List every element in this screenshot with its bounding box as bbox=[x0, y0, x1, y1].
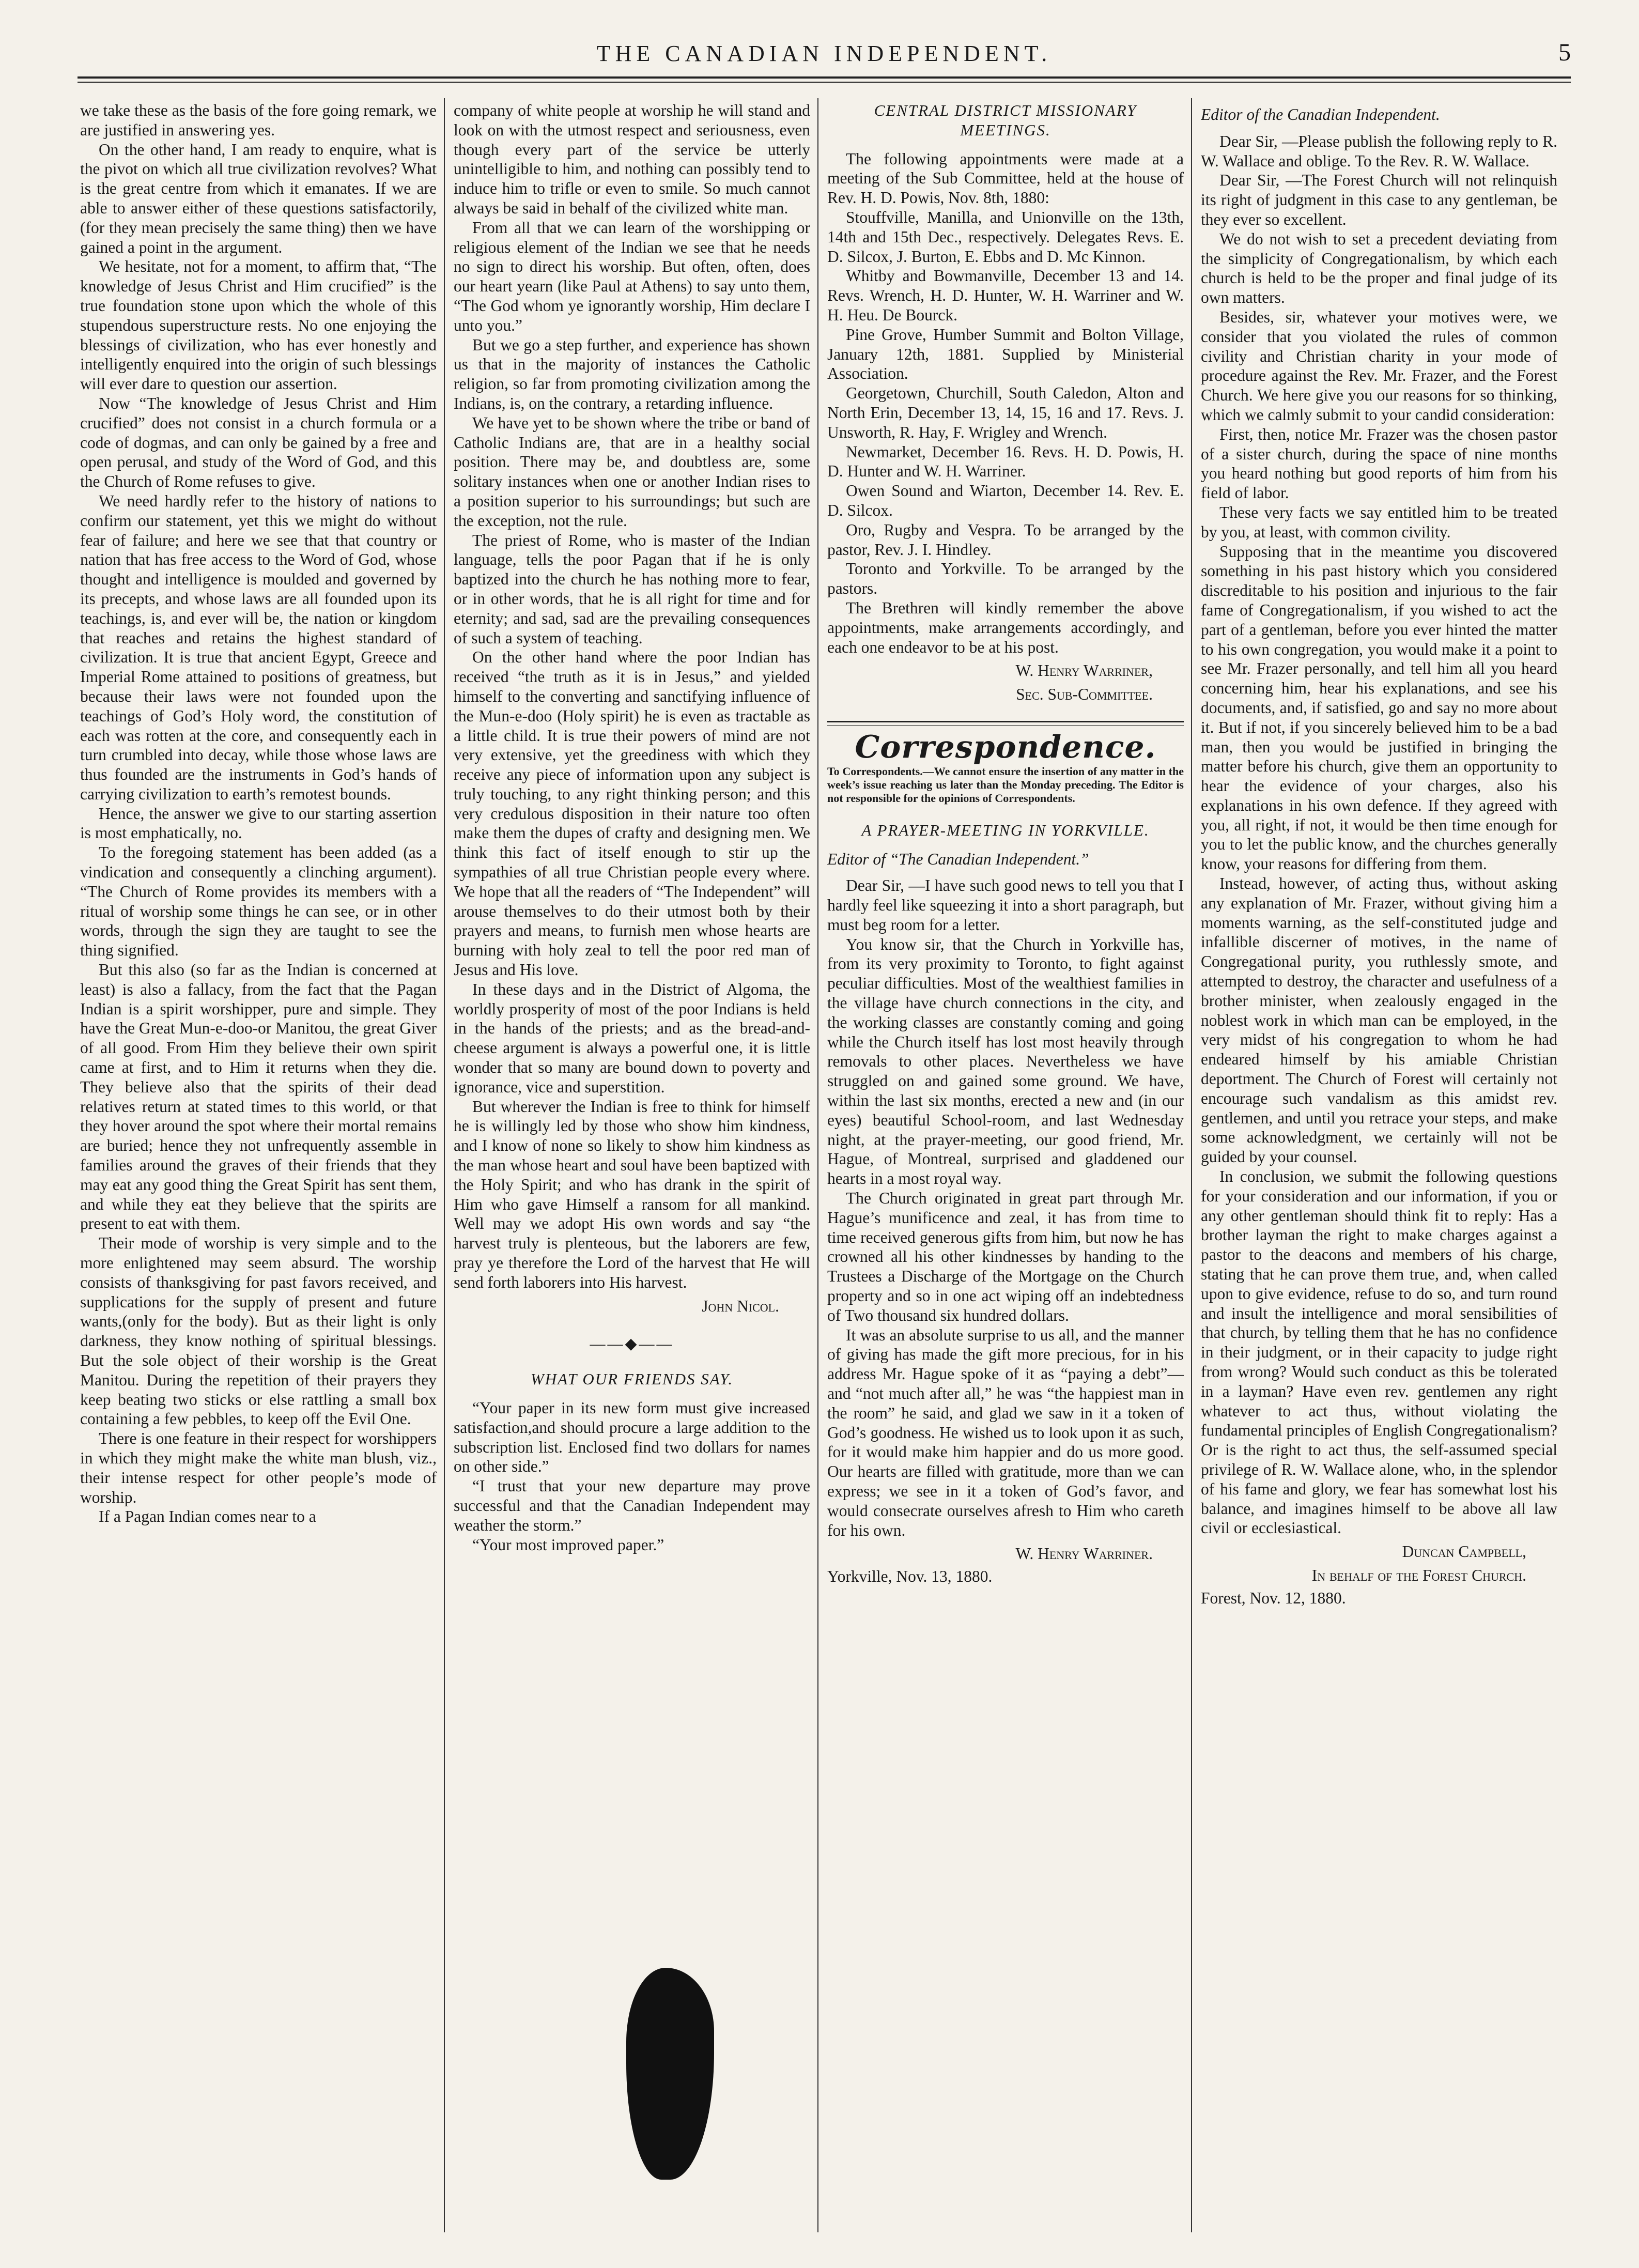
masthead: THE CANADIAN INDEPENDENT. bbox=[596, 41, 1052, 66]
editor-salutation: Editor of the Canadian Independent. bbox=[1201, 105, 1440, 124]
notice-paragraph: Pine Grove, Humber Summit and Bolton Village, January 12th, 1881. Supplied by Ministerial Association. bbox=[827, 325, 1184, 383]
column-divider bbox=[1191, 98, 1192, 2232]
page-number: 5 bbox=[1558, 39, 1571, 66]
notice-paragraph: Owen Sound and Wiarton, December 14. Rev. E. D. Silcox. bbox=[827, 482, 1184, 519]
letter-paragraph: Dear Sir, —I have such good news to tell you that I hardly feel like squeezing it into a short paragraph, but must beg room for a letter. bbox=[827, 876, 1184, 934]
letter-paragraph: It was an absolute surprise to us all, and the manner of giving has made the gift more precious, for in his address Mr. Hague spoke of it as “paying a debt”—and “not much after all,” he was “the happiest man in the room” he said, and glad we saw in it a token of God’s goodness. He wished us to look upon it as such, for it would make him happier and do us more good. Our hearts are filled with gratitude, more than we can express; we see in it a token of God’s favor, and would consecrate ourselves afresh to Him who careth for his own. bbox=[827, 1325, 1184, 1539]
article-paragraph: We have yet to be shown where the tribe or band of Catholic Indians are, that are in a healthy social position. There may be, and doubtless are, some solitary instances when one or another Indian rises to a position superior to his surroundings; but such are the exception, not the rule. bbox=[454, 413, 810, 530]
column-4 bbox=[1201, 101, 1557, 2230]
section-heading-meetings: CENTRAL DISTRICT MISSIONARY MEETINGS. bbox=[874, 101, 1137, 139]
section-heading-friends: WHAT OUR FRIENDS SAY. bbox=[530, 1370, 734, 1388]
letter-place-date: Forest, Nov. 12, 1880. bbox=[1201, 1588, 1346, 1607]
letter-paragraph: Instead, however, of acting thus, without asking any explanation of Mr. Frazer, without giving him a moments warning, as the self-constituted judge and infallible discerner of motives, in the name of Congregational purity, you ruthlessly smote, and attempted to destroy, the character and usefulness of a brother minister, when zealously engaged in the noblest work in which man can be employed, in the very midst of his congregation to whom he had endeared himself by his amiable Christian deportment. The Church of Forest will certainly not encourage such vandalism as this amidst rev. gentlemen, and until you retrace your steps, and make some acknowledgment, we certainly will not be guided by your counsel. bbox=[1201, 874, 1557, 1166]
article-paragraph: We hesitate, not for a moment, to affirm that, “The knowledge of Jesus Christ and Him crucified” is the true foundation stone upon which the whole of this stupendous superstructure rests. No one enjoying the blessings of civilization, who has ever honestly and intelligently enquired into the origin of such blessings will ever dare to question our assertion. bbox=[80, 257, 437, 393]
letter-paragraph: First, then, notice Mr. Frazer was the chosen pastor of a sister church, during the space of nine months you heard nothing but good reports of him from his field of labor. bbox=[1201, 425, 1557, 502]
article-paragraph: If a Pagan Indian comes near to a bbox=[99, 1507, 316, 1526]
notice-paragraph: Stouffville, Manilla, and Unionville on the 13th, 14th and 15th Dec., respectively. Delegates Revs. E. D. Silcox, J. Burton, E. Ebbs and D. Mc Kinnon. bbox=[827, 208, 1184, 266]
quote-paragraph: “Your paper in its new form must give increased satisfaction,and should procure a large addition to the subscription list. Enclosed find two dollars for names on other side.” bbox=[454, 1399, 810, 1476]
article-paragraph: On the other hand where the poor Indian has received “the truth as it is in Jesus,” and yielded himself to the converting and sanctifying influence of the Mun-e-doo (Holy spirit) he is even as tractable as a little child. It is true their powers of mind are not very extensive, yet the greediness with which they receive any piece of information upon any subject is truly touching, to any right thinking person; and this very credulous disposition in their nature too often make them the dupes of crafty and designing men. We think this fact of itself enough to stir up the sympathies of all true Christian people every where. We hope that all the readers of “The Independent” will arouse themselves to do their utmost both by their prayers and means, to furnish men whose hearts are burning with holy zeal to tell the poor red man of Jesus and His love. bbox=[454, 648, 810, 979]
letter-paragraph: You know sir, that the Church in Yorkville has, from its very proximity to Toronto, to fight against peculiar difficulties. Most of the wealthiest families in the village have church connections in the city, and the working classes are constantly coming and going while the Church itself has lost most heavily through removals to other places. Nevertheless we have struggled on and gained some ground. We have, within the last six months, erected a new and (in our eyes) beautiful School-room, and last Wednesday night, at the prayer-meeting, our good friend, Mr. Hague, of Montreal, surprised and gladdened our hearts in a most royal way. bbox=[827, 935, 1184, 1188]
section-heading-prayer-meeting: A PRAYER-MEETING IN YORKVILLE. bbox=[861, 821, 1150, 839]
letter-paragraph: Supposing that in the meantime you discovered something in his past history which you considered discreditable to his position and injurious to the fair fame of Congregationalism, if you wished to act the part of a gentleman, before you ever hinted the matter to his own congregation, you would make it a point to see Mr. Frazer personally, and tell him all you heard concerning him, hear his explanations, and see his documents, and, if satisfied, go and say no more about it. But if not, if you sincerely believed him to be a bad man, then you would be justified in bringing the matter before his church, give them an opportunity to hear the evidence of your charges, also his explanations in his own defence. If they agreed with you, all right, if not, it would be then time enough for you to let the public know, and the churches generally know, your reasons for differing from them. bbox=[1201, 542, 1557, 873]
column-2 bbox=[454, 101, 810, 2230]
letter-place-date: Yorkville, Nov. 13, 1880. bbox=[827, 1567, 993, 1586]
article-paragraph: But this also (so far as the Indian is concerned at least) is also a fallacy, from the fact that the Pagan Indian is a spirit worshipper, pure and simple. They have the Great Mun-e-doo-or Manitou, the great Giver of all good. From Him they believe their own spirit came at first, and to Him it returns when they die. They believe also that the spirits of their dead relatives return at stated times to this world, or that they hover around the spot where their mortal remains are buried; hence they not unfrequently assemble in families around the graves of their friends that they may eat any good thing the Great Spirit has sent them, and while they eat they believe that the spirits are present to eat with them. bbox=[80, 961, 437, 1233]
letter-paragraph: The Church originated in great part through Mr. Hague’s munificence and zeal, it has from time to time received generous gifts from him, but now he has crowned all his other kindnesses by handing to the Trustees a Discharge of the Mortgage on the Church property and so in one act wiping off an indebtedness of Two thousand six hundred dollars. bbox=[827, 1189, 1184, 1324]
notice-paragraph: Toronto and Yorkville. To be arranged by the pastors. bbox=[827, 560, 1184, 598]
header-rule bbox=[78, 76, 1571, 79]
section-divider bbox=[827, 721, 1184, 726]
article-paragraph: Now “The knowledge of Jesus Christ and Him crucified” does not consist in a church formula or a code of dogmas, and can only be gained by a free and open perusal, and study of the Word of God, and this the Church of Rome refuses to give. bbox=[80, 394, 437, 491]
notice-paragraph: Oro, Rugby and Vespra. To be arranged by the pastor, Rev. J. I. Hindley. bbox=[827, 520, 1184, 559]
article-paragraph: we take these as the basis of the fore going remark, we are justified in answering yes. bbox=[80, 101, 437, 139]
letter-signature: W. Henry Warriner. bbox=[1015, 1545, 1153, 1563]
letter-paragraph: In conclusion, we submit the following questions for your consideration and our information, if you or any other gentleman should think fit to reply: Has a brother layman the right to make charges against a pastor to the deacons and members of his charge, stating that he can prove them true, and, when called upon to give evidence, refuse to do so, and turn round and insult the intelligence and moral sensibilities of that church, by telling them that he has no confidence in their judgment, or in their capacity to judge right from wrong? Would such conduct as this be tolerated in a layman? Have even rev. gentlemen any right whatever to act thus, without violating the fundamental principles of English Congregationalism? Or is the right to act thus, the self-assumed special privilege of R. W. Wallace alone, who, in the splendor of his fame and glory, we fear has somewhat lost his balance, and imagines himself to be above all law civil or ecclesiastical. bbox=[1201, 1167, 1557, 1537]
article-paragraph: From all that we can learn of the worshipping or religious element of the Indian we see that he needs no sign to direct his worship. But often, often, does our heart yearn (like Paul at Athens) to say unto them, “The God whom ye ignorantly worship, Him declare I unto you.” bbox=[454, 218, 810, 334]
correspondence-heading: Correspondence. bbox=[855, 729, 1156, 765]
notice-paragraph: The following appointments were made at a meeting of the Sub Committee, held at the house of Rev. H. D. Powis, Nov. 8th, 1880: bbox=[827, 149, 1184, 207]
article-paragraph: company of white people at worship he will stand and look on with the utmost respect and seriousness, even though every part of the service be utterly unintelligible to him, and nothing can possibly tend to induce him to trifle or even to smile. So much cannot always be said in behalf of the civilized white man. bbox=[454, 101, 810, 217]
letter-paragraph: Dear Sir, —The Forest Church will not relinquish its right of judgment in this case to any gentleman, be they ever so excellent. bbox=[1201, 171, 1557, 228]
article-paragraph: On the other hand, I am ready to enquire, what is the pivot on which all true civilization revolves? What is the great centre from which it emanates. If we are able to answer either of these questions satisfactorily, (for they mean precisely the same thing) then we have gained a point in the argument. bbox=[80, 140, 437, 256]
column-divider bbox=[817, 98, 818, 2232]
editor-salutation: Editor of “The Canadian Independent.” bbox=[827, 850, 1089, 868]
notice-paragraph: Newmarket, December 16. Revs. H. D. Powis, H. D. Hunter and W. H. Warriner. bbox=[827, 442, 1184, 481]
letter-paragraph: Besides, sir, whatever your motives were, we consider that you violated the rules of common civility and Christian charity in your mode of procedure against the Rev. Mr. Frazer, and the Forest Church. We here give you our reasons for so thinking, which we calmly submit to your candid consideration: bbox=[1201, 307, 1557, 424]
notice-paragraph: The Brethren will kindly remember the above appointments, make arrangements accordingly, and each one endeavor to be at his post. bbox=[827, 598, 1184, 656]
header-rule-thin bbox=[78, 82, 1571, 83]
quote-paragraph: “I trust that your new departure may prove successful and that the Canadian Independent may weather the storm.” bbox=[454, 1477, 810, 1534]
column-1 bbox=[80, 101, 437, 2230]
notice-paragraph: Georgetown, Churchill, South Caledon, Alton and North Erin, December 13, 14, 15, 16 and 17. Revs. J. Unsworth, R. Hay, F. Wrigley and Wrench. bbox=[827, 384, 1184, 441]
meetings-signature-title: Sec. Sub-Committee. bbox=[1016, 685, 1153, 704]
letter-paragraph: These very facts we say entitled him to be treated by you, at least, with common civility. bbox=[1201, 503, 1557, 541]
meetings-signature: W. Henry Warriner, bbox=[1015, 661, 1153, 680]
column-3 bbox=[827, 101, 1184, 2230]
letter-paragraph: We do not wish to set a precedent deviating from the simplicity of Congregationalism, by which each church is held to be the proper and final judge of its own matters. bbox=[1201, 229, 1557, 307]
article-paragraph: We need hardly refer to the history of nations to confirm our statement, yet this we might do without fear of failure; and here we see that that country or nation that has free access to the Word of God, whose thought and intelligence is moulded and governed by its precepts, and whose laws are all founded upon its teachings, is, and ever will be, the nation or kingdom that reaches and retains the highest standard of civilization. It is true that ancient Egypt, Greece and Imperial Rome attained to positions of greatness, but because their laws were not founded upon the teachings of God’s Holy word, the constitution of each was rotten at the core, and consequently each in turn crumbled into decay, while those whose laws are thus founded are the instruments in God’s hands of carrying civilization to earth’s remotest bounds. bbox=[80, 491, 437, 803]
article-paragraph: To the foregoing statement has been added (as a vindication and consequently a clinching argument). “The Church of Rome provides its members with a ritual of worship some things he can see, or in other words, through the sign they are taught to see the thing signified. bbox=[80, 843, 437, 960]
article-paragraph: Hence, the answer we give to our starting assertion is most emphatically, no. bbox=[80, 804, 437, 842]
article-paragraph: But we go a step further, and experience has shown us that in the majority of instances the Catholic religion, so far from promoting civilization among the Indians, is, on the contrary, a retarding influence. bbox=[454, 335, 810, 412]
article-paragraph: In these days and in the District of Algoma, the worldly prosperity of most of the poor Indians is held in the hands of the priests; and as the bread-and-cheese argument is always a powerful one, it is little wonder that so many are bound down to poverty and ignorance, vice and superstition. bbox=[454, 980, 810, 1096]
letter-signature: Duncan Campbell, bbox=[1402, 1542, 1526, 1561]
article-signature: John Nicol. bbox=[702, 1297, 779, 1315]
column-divider bbox=[444, 98, 445, 2232]
notice-paragraph: Whitby and Bowmanville, December 13 and 14. Revs. Wrench, H. D. Hunter, W. H. Warriner and W. H. Heu. De Bourck. bbox=[827, 267, 1184, 324]
correspondents-notice: To Correspondents.—We cannot ensure the insertion of any matter in the week’s issue reaching us later than the Monday preceding. The Editor is not responsible for the opinions of Correspondents. bbox=[827, 764, 1184, 805]
article-paragraph: There is one feature in their respect for worshippers in which they might make the white man blush, viz., their intense respect for other people’s mode of worship. bbox=[80, 1429, 437, 1506]
running-head bbox=[78, 31, 1571, 93]
article-paragraph: The priest of Rome, who is master of the Indian language, tells the poor Pagan that if he is only baptized into the church he has nothing more to fear, or in other words, that he is all right for time and for eternity; and sad, sad are the prevailing consequences of such a system of teaching. bbox=[454, 531, 810, 647]
quote-paragraph: “Your most improved paper.” bbox=[472, 1535, 664, 1554]
letter-paragraph: Dear Sir, —Please publish the following reply to R. W. Wallace and oblige. To the Rev. R. W. Wallace. bbox=[1201, 132, 1557, 170]
ornamental-divider: ——◆—— bbox=[590, 1335, 674, 1353]
article-paragraph: But wherever the Indian is free to think for himself he is willingly led by those who show him kindness, and I know of none so likely to show him kindness as the man whose heart and soul have been baptized with the Holy Spirit; and who has drank in the spirit of Him who gave Himself a ransom for all mankind. Well may we adopt His own words and say “the harvest truly is plenteous, but the laborers are few, pray ye therefore the Lord of the harvest that He will send forth laborers into His harvest. bbox=[454, 1097, 810, 1291]
letter-signature-line2: In behalf of the Forest Church. bbox=[1311, 1566, 1526, 1584]
article-paragraph: Their mode of worship is very simple and to the more enlightened may seem absurd. The worship consists of thanksgiving for past favors received, and supplications for the supply of present and future wants,(only for the body). But as their light is only darkness, they know nothing of spiritual blessings. But the sole object of their worship is the Great Manitou. During the repetition of their prayers they keep beating two sticks or else rattling a small box containing a few pebbles, to keep off the Evil One. bbox=[80, 1234, 437, 1428]
